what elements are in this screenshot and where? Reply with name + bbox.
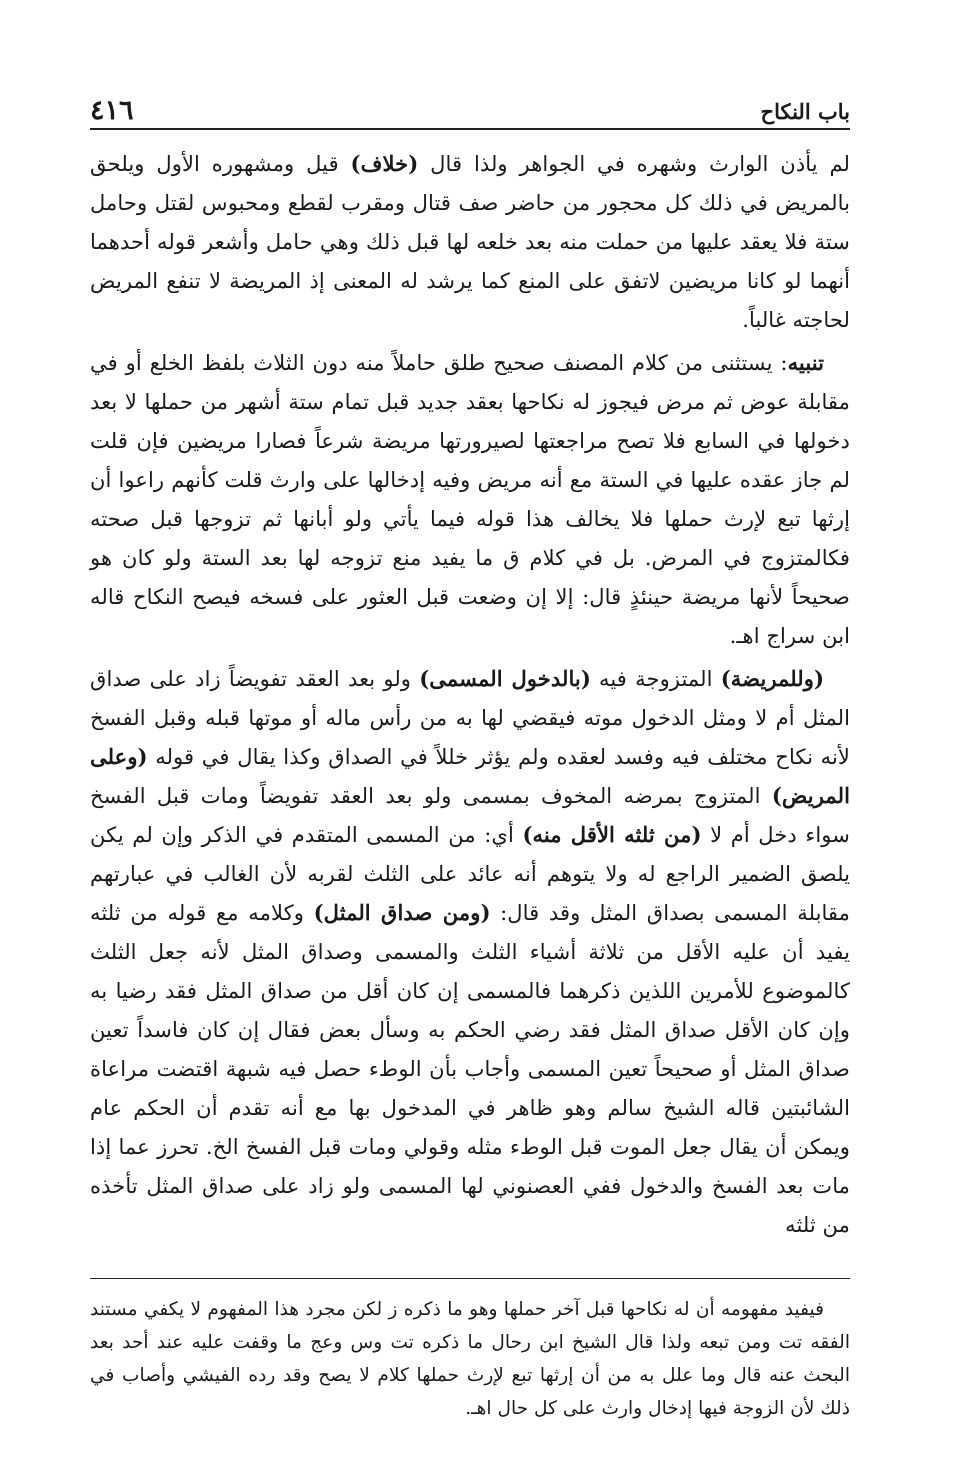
text-run: : يستثنى من كلام المصنف صحيح طلق حاملاً منه دون الثلاث بلفظ الخلع أو في مقابلة عوض ثم مرض فيجوز له نكاحها بعقد جديد قبل تمام ستة أشهر من حملها لا بعد دخولها في السابع فلا تصح مراجعتها لصيرورتها مريضة شرعاً فصارا مريضين فإن قلت لم جاز عقده عليها في الستة مع أنه مريض وفيه إدخالها على وارث قلت كأنهم راعوا أن إرثها تبع لإرث حملها فلا يخالف هذا قوله فيما يأتي ولو أبانها ثم تزوجها قبل صحته فكالمتزوج في المرض. بل في كلام ق ما يفيد منع تزوجه لها بعد الستة ولو كان هو صحيحاً لأنها مريضة حينئذٍ قال: إلا إن وضعت قبل العثور على فسخه فيصح النكاح قاله ابن سراج اهـ.	[90, 350, 850, 648]
bold-term: (من ثلثه الأقل منه)	[522, 822, 702, 847]
bold-term: (ومن صداق المثل)	[313, 900, 491, 925]
text-run: المتزوجة فيه	[590, 666, 721, 691]
text-run: وكلامه مع قوله من ثلثه يفيد أن عليه الأقل من ثلاثة أشياء الثلث والمسمى وصداق المثل لأنه جعل الثلث كالموضوع للأمرين اللذين ذكرهما فالمسمى إن كان أقل من صداق المثل فقد رضيا به وإن كان الأقل صداق المثل فقد رضي الحكم به وسأل بعض فقال إن كان فاسداً تعين صداق المثل أو صحيحاً تعين المسمى وأجاب بأن الوطء حصل فيه شبهة اقتضت مراعاة الشائبتين قاله الشيخ سالم وهو ظاهر في المدخول بها مع أنه تقدم أن الحكم عام ويمكن أن يقال جعل الموت قبل الوطء مثله وقولي ومات قبل الفسخ الخ. تحرز عما إذا مات بعد الفسخ والدخول ففي العصنوني لها المسمى ولو زاد على صداق المثل تأخذه من ثلثه	[90, 900, 850, 1237]
paragraph-3	[90, 659, 850, 1244]
bold-term: (وللمريضة)	[720, 666, 825, 691]
chapter-title: باب النكاح	[760, 99, 850, 124]
footnote	[90, 1293, 850, 1425]
text-run: أي: من المسمى المتقدم في الذكر وإن لم يكن يلصق الضمير الراجع له ولا يتوهم أنه عائد على الثلث لقربه لأن الغالب في عبارتهم مقابلة المسمى بصداق المثل وقد قال:	[90, 822, 851, 925]
bold-term: (خلاف)	[350, 151, 419, 176]
bold-term: (وعلى المريض)	[90, 744, 850, 808]
text-run: لم يأذن الوارث وشهره في الجواهر ولذا قال	[418, 151, 850, 176]
text-run: قيل ومشهوره الأول ويلحق بالمريض في ذلك كل محجور من حاضر صف قتال ومقرب لقطع ومحبوس لقتل وحامل ستة فلا يعقد عليها من حملت منه بعد خلعه لها قبل ذلك وهي حامل وأشعر قوله أحدهما أنهما لو كانا مريضين لاتفق على المنع كما يرشد له المعنى إذ المريضة لا تنفع المريض لحاجته غالباً.	[90, 151, 850, 332]
paragraph-2	[90, 343, 850, 655]
footnote-text: فيفيد مفهومه أن له نكاحها قبل آخر حملها وهو ما ذكره ز لكن مجرد هذا المفهوم لا يكفي مستند الفقه تت ومن تبعه ولذا قال الشيخ ابن رحال ما ذكره تت وس وعج ما وقفت عليه عند أحد بعد البحث عنه قال وما علل به من أن إرثها تبع لإرث حملها كلام لا يصح وقد رده الفيشي وأصاب في ذلك لأن الزوجة فيها إدخال وارث على كل حال اهـ.	[90, 1299, 850, 1419]
bold-term: (بالدخول المسمى)	[419, 666, 591, 691]
text-run: ولو بعد العقد تفويضاً زاد على صداق المثل أم لا ومثل الدخول موته فيقضي لها به من رأس ماله أو موتها قبله وقبل الفسخ لأنه نكاح مختلف فيه وفسد لعقده ولم يؤثر خللاً في الصداق وكذا يقال في قوله	[90, 666, 850, 769]
paragraph-1	[90, 144, 850, 339]
bold-term: تنبيه	[787, 350, 824, 375]
main-text	[90, 144, 850, 1244]
page-number: ٤١٦	[90, 95, 134, 126]
book-page	[90, 84, 850, 1425]
footnote-divider	[90, 1278, 850, 1279]
page-header	[90, 84, 850, 130]
text-run: المتزوج بمرضه المخوف بمسمى ولو بعد العقد تفويضاً ومات قبل الفسخ سواء دخل أم لا	[90, 783, 850, 847]
